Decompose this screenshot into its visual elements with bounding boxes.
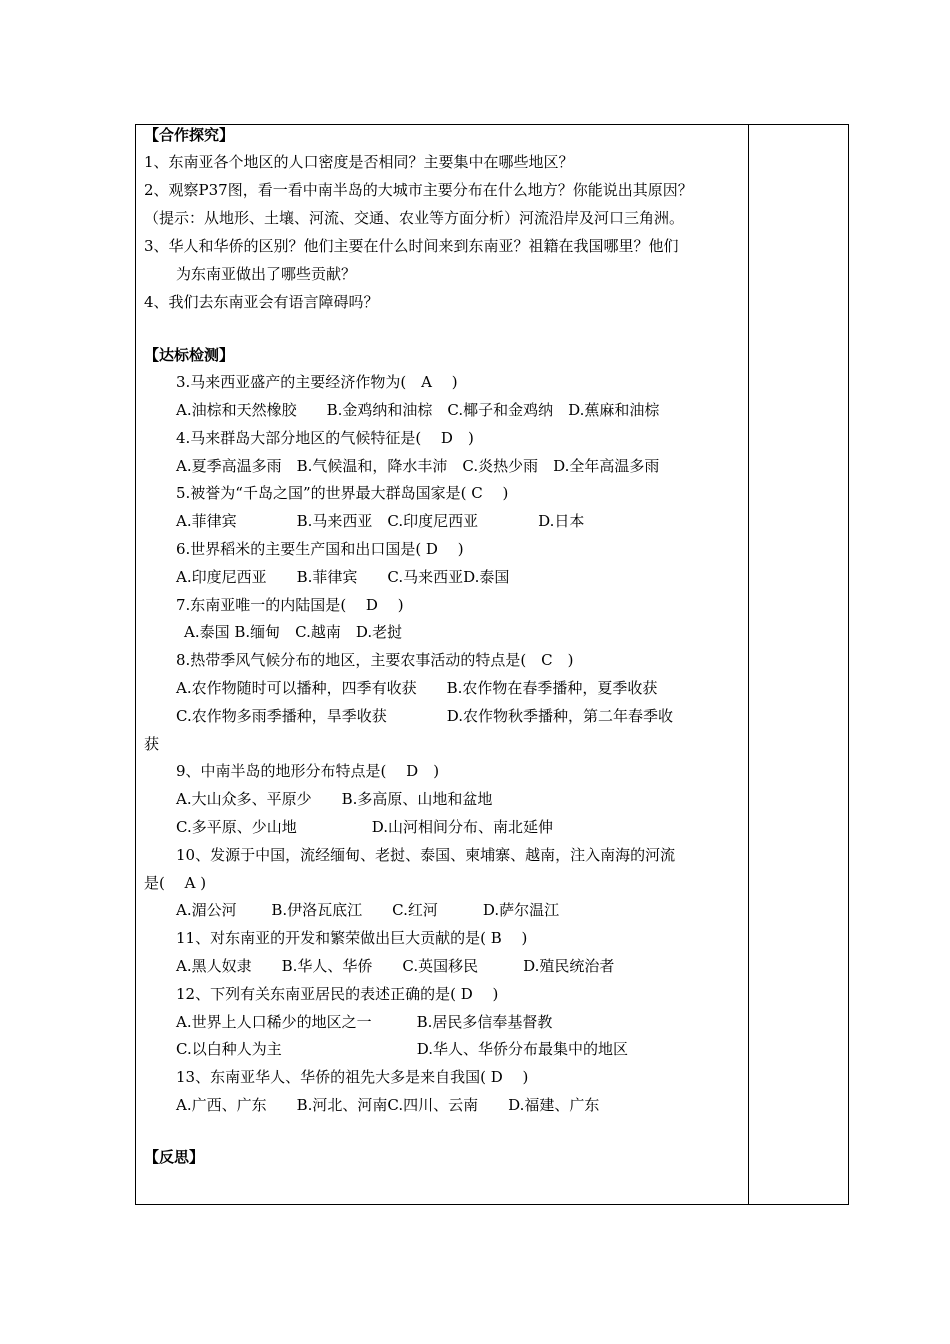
test-question: 11、对东南亚的开发和繁荣做出巨大贡献的是( B ) — [176, 929, 528, 947]
test-options: A.夏季高温多雨 B.气候温和，降水丰沛 C.炎热少雨 D.全年高温多雨 — [176, 457, 660, 475]
test-question: 12、下列有关东南亚居民的表述正确的是( D ) — [176, 985, 499, 1003]
test-options: A.广西、广东 B.河北、河南C.四川、云南 D.福建、广东 — [176, 1096, 600, 1114]
test-question: 8.热带季风气候分布的地区，主要农事活动的特点是( C ) — [176, 651, 574, 669]
test-question: 9、中南半岛的地形分布特点是( D ) — [176, 762, 440, 780]
test-options: A.印度尼西亚 B.菲律宾 C.马来西亚D.泰国 — [176, 568, 510, 586]
test-options: A.泰国 B.缅甸 C.越南 D.老挝 — [184, 623, 403, 641]
section-title-cooperate: 【合作探究】 — [144, 126, 235, 144]
test-options: A.黑人奴隶 B.华人、华侨 C.英国移民 D.殖民统治者 — [176, 957, 615, 975]
section-title-test: 【达标检测】 — [144, 346, 235, 364]
test-options: 获 — [144, 735, 160, 753]
test-question: 6.世界稻米的主要生产国和出口国是( D ) — [176, 540, 464, 558]
test-options: C.农作物多雨季播种，旱季收获 D.农作物秋季播种，第二年春季收 — [176, 707, 673, 725]
test-question: 3.马来西亚盛产的主要经济作物为( A ) — [176, 373, 458, 391]
test-options: A.大山众多、平原少 B.多高原、山地和盆地 — [176, 790, 493, 808]
test-question: 4.马来群岛大部分地区的气候特征是( D ) — [176, 429, 474, 447]
test-question: 是( A ) — [144, 874, 207, 892]
test-options: A.菲律宾 B.马来西亚 C.印度尼西亚 D.日本 — [176, 512, 585, 530]
test-question: 13、东南亚华人、华侨的祖先大多是来自我国( D ) — [176, 1068, 529, 1086]
question-line: （提示：从地形、土壤、河流、交通、农业等方面分析）河流沿岸及河口三角洲。 — [144, 209, 685, 227]
test-options: A.农作物随时可以播种，四季有收获 B.农作物在春季播种，夏季收获 — [176, 679, 658, 697]
test-options: C.多平原、少山地 D.山河相间分布、南北延伸 — [176, 818, 553, 836]
test-question: 5.被誉为“千岛之国”的世界最大群岛国家是( C ) — [176, 484, 509, 502]
question-line: 为东南亚做出了哪些贡献？ — [176, 265, 357, 283]
test-options: C.以白种人为主 D.华人、华侨分布最集中的地区 — [176, 1040, 628, 1058]
question-line: 1、东南亚各个地区的人口密度是否相同？主要集中在哪些地区？ — [144, 153, 574, 171]
question-line: 4、我们去东南亚会有语言障碍吗？ — [144, 293, 379, 311]
column-divider — [748, 125, 749, 1204]
question-line: 3、华人和华侨的区别？他们主要在什么时间来到东南亚？祖籍在我国哪里？他们 — [144, 237, 679, 255]
test-question: 10、发源于中国，流经缅甸、老挝、泰国、柬埔寨、越南，注入南海的河流 — [176, 846, 676, 864]
question-line: 2、观察P37图，看一看中南半岛的大城市主要分布在什么地方？你能说出其原因？ — [144, 181, 693, 199]
section-title-reflect: 【反思】 — [144, 1148, 205, 1166]
test-options: A.湄公河 B.伊洛瓦底江 C.红河 D.萨尔温江 — [176, 901, 560, 919]
worksheet-table — [135, 124, 849, 1205]
test-options: A.油棕和天然橡胶 B.金鸡纳和油棕 C.椰子和金鸡纳 D.蕉麻和油棕 — [176, 401, 660, 419]
test-options: A.世界上人口稀少的地区之一 B.居民多信奉基督教 — [176, 1013, 553, 1031]
test-question: 7.东南亚唯一的内陆国是( D ) — [176, 596, 404, 614]
